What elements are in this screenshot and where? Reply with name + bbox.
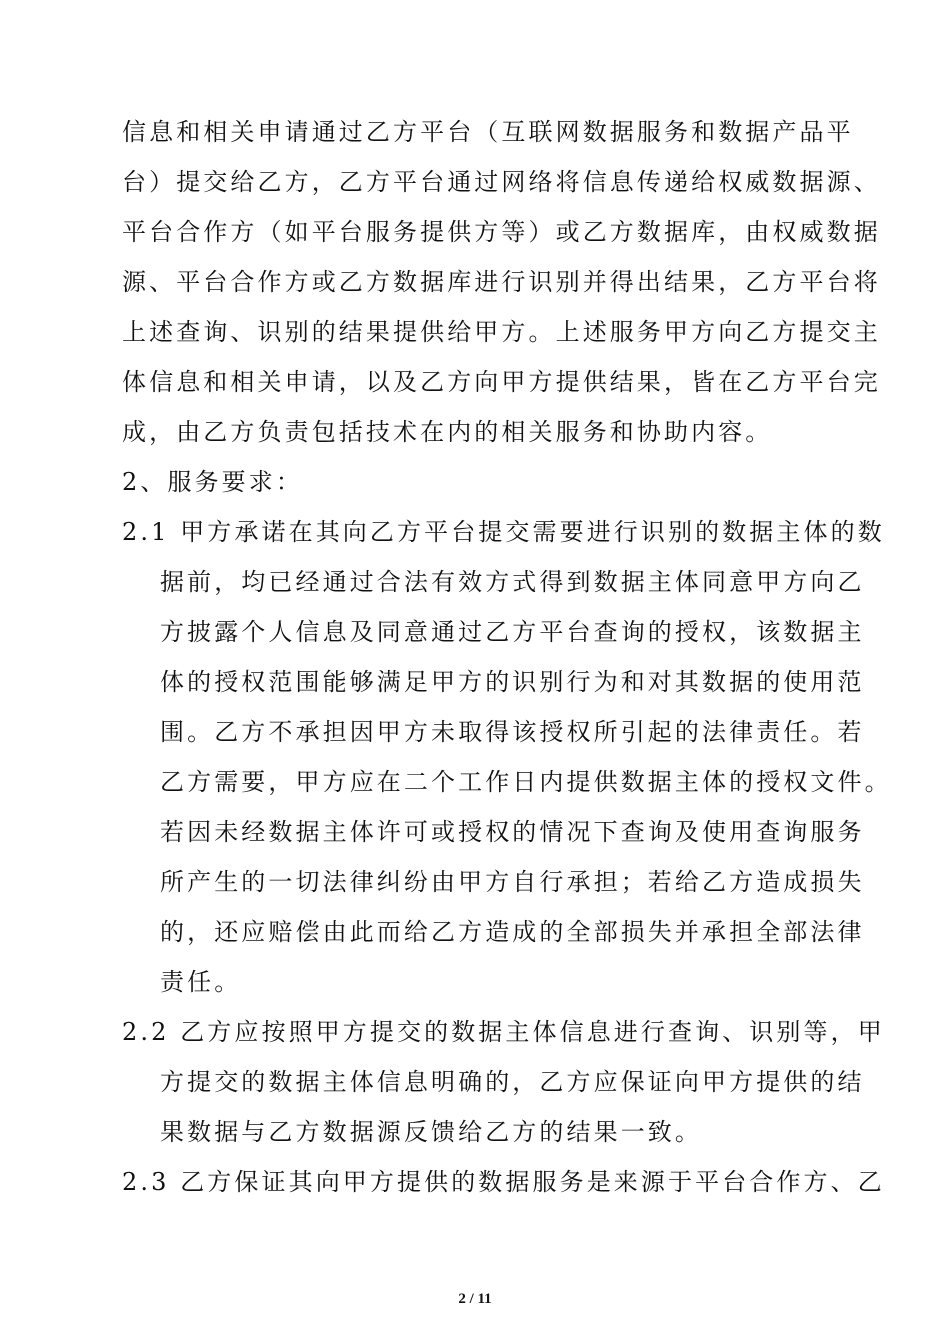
clause-2-2-line: 2.2 乙方应按照甲方提交的数据主体信息进行查询、识别等，甲 <box>122 1018 885 1046</box>
page-number: 2 / 11 <box>458 1291 492 1307</box>
paragraph-line: 源、平台合作方或乙方数据库进行识别并得出结果，乙方平台将 <box>122 268 881 296</box>
paragraph-line: 成，由乙方负责包括技术在内的相关服务和协助内容。 <box>122 418 773 446</box>
paragraph-line: 台）提交给乙方，乙方平台通过网络将信息传递给权威数据源、 <box>122 168 881 196</box>
clause-2-1-line: 据前，均已经通过合法有效方式得到数据主体同意甲方向乙 <box>160 568 865 596</box>
paragraph-line: 信息和相关申请通过乙方平台（互联网数据服务和数据产品平 <box>122 118 854 146</box>
clause-2-1-line: 若因未经数据主体许可或授权的情况下查询及使用查询服务 <box>160 818 865 846</box>
paragraph-line: 体信息和相关申请，以及乙方向甲方提供结果，皆在乙方平台完 <box>122 368 881 396</box>
clause-2-3-line: 2.3 乙方保证其向甲方提供的数据服务是来源于平台合作方、乙 <box>122 1168 885 1196</box>
clause-2-1-line: 乙方需要，甲方应在二个工作日内提供数据主体的授权文件。 <box>160 768 892 796</box>
paragraph-line: 上述查询、识别的结果提供给甲方。上述服务甲方向乙方提交主 <box>122 318 881 346</box>
clause-2-1-line: 围。乙方不承担因甲方未取得该授权所引起的法律责任。若 <box>160 718 865 746</box>
clause-2-1-line: 的，还应赔偿由此而给乙方造成的全部损失并承担全部法律 <box>160 918 865 946</box>
clause-2-2-line: 果数据与乙方数据源反馈给乙方的结果一致。 <box>160 1118 702 1146</box>
clause-2-2-line: 方提交的数据主体信息明确的，乙方应保证向甲方提供的结 <box>160 1068 865 1096</box>
paragraph-line: 平台合作方（如平台服务提供方等）或乙方数据库，由权威数据 <box>122 218 881 246</box>
section-heading: 2、服务要求： <box>122 468 303 496</box>
clause-2-1-line: 方披露个人信息及同意通过乙方平台查询的授权，该数据主 <box>160 618 865 646</box>
clause-2-1-line: 责任。 <box>160 968 242 996</box>
clause-2-1-line: 所产生的一切法律纠纷由甲方自行承担；若给乙方造成损失 <box>160 868 865 896</box>
clause-2-1-line: 2.1 甲方承诺在其向乙方平台提交需要进行识别的数据主体的数 <box>122 518 885 546</box>
clause-2-1-line: 体的授权范围能够满足甲方的识别行为和对其数据的使用范 <box>160 668 865 696</box>
